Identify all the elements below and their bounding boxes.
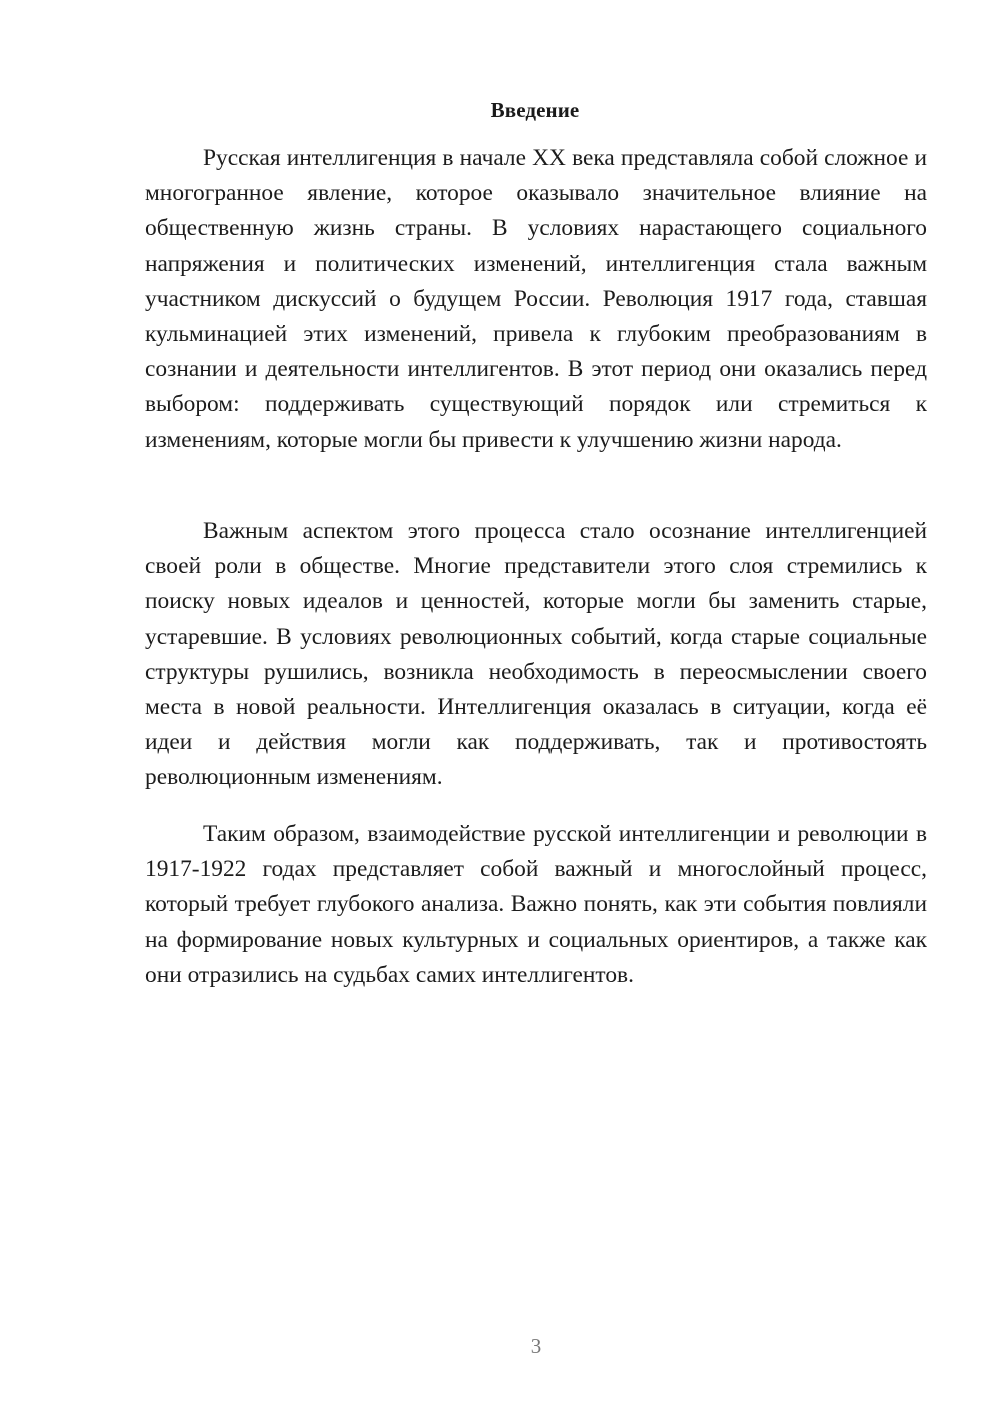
paragraph-1: Русская интеллигенция в начале XX века представляла собой сложное и многогранное явление, которое оказывало значительное влияние на общественную жизнь страны. В условиях нарастающего социального напряжения и политических изменений, интеллигенция стала важным участником дискуссий о будущем России. Революция 1917 года, ставшая кульминацией этих изменений, привела к глубоким преобразованиям в сознании и деятельности интеллигентов. В этот период они оказались перед выбором: поддерживать существующий порядок или стремиться к изменениям, которые могли бы привести к улучшению жизни народа.: [145, 145, 927, 453]
paragraph-2: Важным аспектом этого процесса стало осознание интеллигенцией своей роли в обществе. Многие представители этого слоя стремились к поиску новых идеалов и ценностей, которые могли бы заменить старые, устаревшие. В условиях революционных событий, когда старые социальные структуры рушились, возникла необходимость в переосмыслении своего места в новой реальности. Интеллигенция оказалась в ситуации, когда её идеи и действия могли как поддерживать, так и противостоять революционным изменениям.: [145, 518, 927, 791]
paragraph-3: Таким образом, взаимодействие русской интеллигенции и революции в 1917-1922 годах представляет собой важный и многослойный процесс, который требует глубокого анализа. Важно понять, как эти события повлияли на формирование новых культурных и социальных ориентиров, а также как они отразились на судьбах самих интеллигентов.: [145, 821, 927, 988]
page-number: 3: [530, 1334, 542, 1358]
section-heading: Введение: [490, 98, 580, 122]
